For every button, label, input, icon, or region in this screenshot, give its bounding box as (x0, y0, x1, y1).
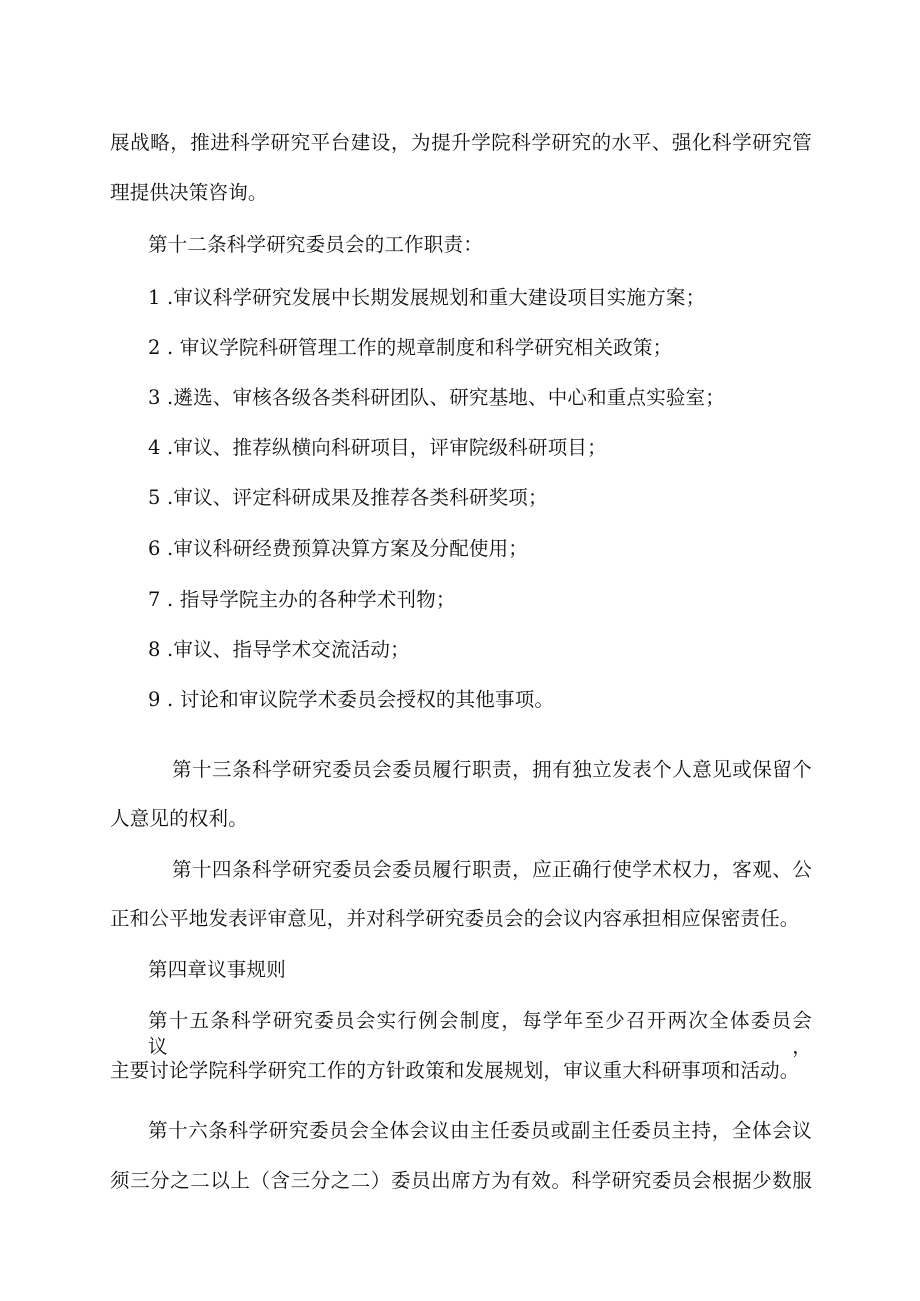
article-14-line-2: 正和公平地发表评审意见，并对科学研究委员会的会议内容承担相应保密责任。 (110, 907, 800, 930)
article-12-heading: 第十二条科学研究委员会的工作职责： (148, 233, 483, 256)
article-15-line-1: 第十五条科学研究委员会实行例会制度，每学年至少召开两次全体委员会议， (148, 1009, 812, 1058)
intro-line-2: 理提供决策咨询。 (110, 181, 268, 204)
article-14-line-1: 第十四条科学研究委员会委员履行职责，应正确行使学术权力，客观、公 (172, 858, 812, 881)
intro-line-1: 展战略，推进科学研究平台建设，为提升学院科学研究的水平、强化科学研究管 (110, 131, 812, 154)
article-16-line-2: 须三分之二以上（含三分之二）委员出席方为有效。科学研究委员会根据少数服 (110, 1169, 812, 1192)
article-12-item-9: 9 . 讨论和审议院学术委员会授权的其他事项。 (148, 688, 555, 711)
article-12-item-6: 6 .审议科研经费预算决算方案及分配使用； (148, 537, 529, 560)
article-16-line-1: 第十六条科学研究委员会全体会议由主任委员或副主任委员主持，全体会议 (148, 1119, 812, 1142)
chapter-4-heading: 第四章议事规则 (148, 958, 286, 981)
article-12-item-1: 1 .审议科学研究发展中长期发展规划和重大建设项目实施方案； (148, 286, 706, 309)
article-12-item-5: 5 .审议、评定科研成果及推荐各类科研奖项； (148, 486, 548, 509)
article-12-item-8: 8 .审议、指导学术交流活动； (148, 638, 410, 661)
article-15-line-2: 主要讨论学院科学研究工作的方针政策和发展规划，审议重大科研事项和活动。 (110, 1059, 800, 1082)
article-12-item-3: 3 .遴选、审核各级各类科研团队、研究基地、中心和重点实验室； (148, 386, 726, 409)
article-12-item-2: 2 . 审议学院科研管理工作的规章制度和科学研究相关政策； (148, 336, 673, 359)
article-12-item-7: 7 . 指导学院主办的各种学术刊物； (148, 588, 456, 611)
article-13-line-2: 人意见的权利。 (110, 807, 248, 830)
article-12-item-4: 4 .审议、推荐纵横向科研项目，评审院级科研项目； (148, 436, 607, 459)
article-13-line-1: 第十三条科学研究委员会委员履行职责，拥有独立发表个人意见或保留个 (172, 758, 812, 781)
